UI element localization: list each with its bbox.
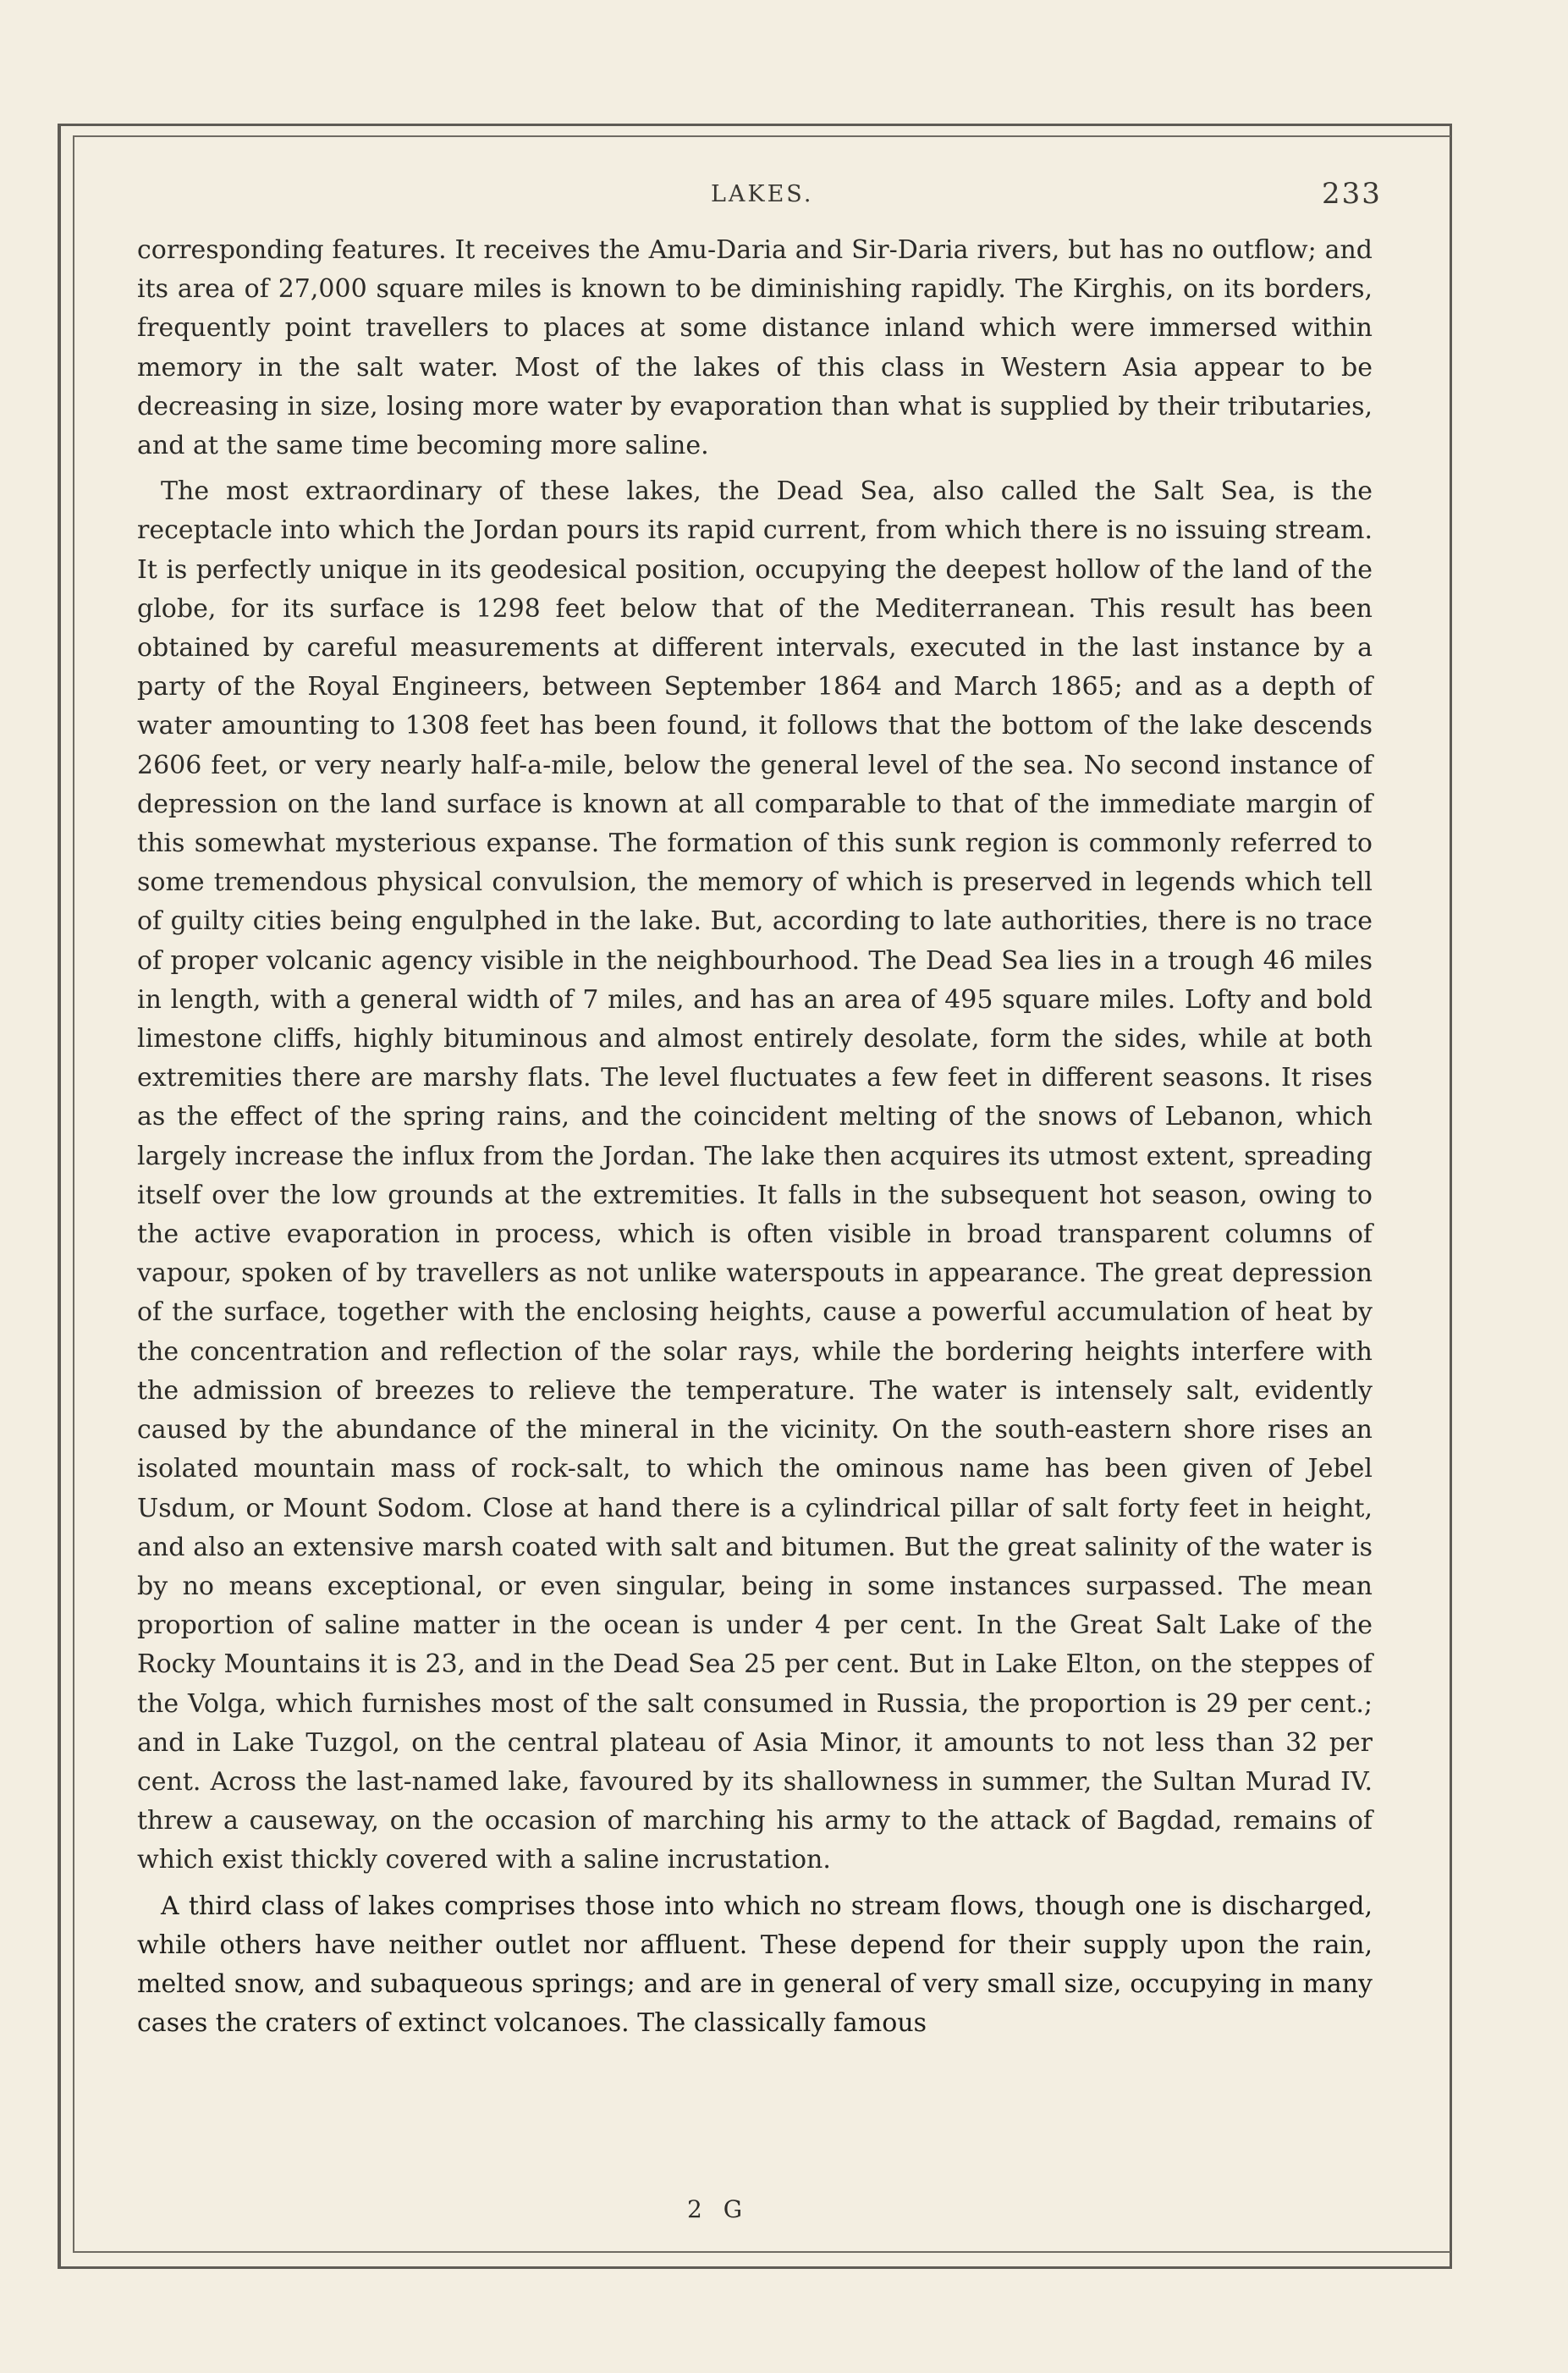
- signature-mark: 2 G: [687, 2195, 750, 2223]
- page-number: 233: [1322, 177, 1382, 211]
- body-text: [137, 231, 1373, 2050]
- inner-top-rule: [73, 135, 1450, 137]
- paragraph-dead-sea: The most extraordinary of these lakes, the Dead Sea, also called the Salt Sea, is the receptacle into which the Jordan pours its rapid current, from which there is no issuing stream. It is perfectly unique in its geodesical position, occupying the deepest hollow of the land of the globe, for its surface is 1298 feet below that of the Mediterranean. This result has been obtained by careful measurements at different intervals, executed in the last instance by a party of the Royal Engineers, between September 1864 and March 1865; and as a depth of water amounting to 1308 feet has been found, it follows that the bottom of the lake descends 2606 feet, or very nearly half-a-mile, below the general level of the sea. No second instance of depression on the land surface is known at all comparable to that of the immediate margin of this somewhat mysterious expanse. The formation of this sunk region is commonly referred to some tremendous physical convulsion, the memory of which is preserved in legends which tell of guilty cities being engulphed in the lake. But, according to late authorities, there is no trace of proper volcanic agency visible in the neighbourhood. The Dead Sea lies in a trough 46 miles in length, with a general width of 7 miles, and has an area of 495 square miles. Lofty and bold limestone cliffs, highly bituminous and almost entirely desolate, form the sides, while at both extremities there are marshy flats. The level fluctuates a few feet in different seasons. It rises as the effect of the spring rains, and the coincident melting of the snows of Lebanon, which largely increase the influx from the Jordan. The lake then acquires its utmost extent, spreading itself over the low grounds at the extremities. It falls in the subsequent hot season, owing to the active evaporation in process, which is often visible in broad transparent columns of vapour, spoken of by travellers as not unlike waterspouts in appearance. The great depression of the surface, together with the enclosing heights, cause a powerful accumulation of heat by the concentration and reflection of the solar rays, while the bordering heights interfere with the admission of breezes to relieve the temperature. The water is intensely salt, evidently caused by the abundance of the mineral in the vicinity. On the south-eastern shore rises an isolated mountain mass of rock-salt, to which the ominous name has been given of Jebel Usdum, or Mount Sodom. Close at hand there is a cylindrical pillar of salt forty feet in height, and also an extensive marsh coated with salt and bitumen. But the great salinity of the water is by no means exceptional, or even singular, being in some instances surpassed. The mean proportion of saline matter in the ocean is under 4 per cent. In the Great Salt Lake of the Rocky Mountains it is 23, and in the Dead Sea 25 per cent. But in Lake Elton, on the steppes of the Volga, which furnishes most of the salt consumed in Russia, the proportion is 29 per cent.; and in Lake Tuzgol, on the central plateau of Asia Minor, it amounts to not less than 32 per cent. Across the last-named lake, favoured by its shallowness in summer, the Sultan Murad IV. threw a causeway, on the occasion of marching his army to the attack of Bagdad, remains of which exist thickly covered with a saline incrustation.: [137, 476, 1373, 1875]
- running-head: [0, 177, 1568, 215]
- running-title: LAKES.: [711, 181, 814, 207]
- paragraph-third-class: A third class of lakes comprises those into which no stream flows, though one is discharged, while others have neither outlet nor affluent. These depend for their supply upon the rain, melted snow, and subaqueous springs; and are in general of very small size, occupying in many cases the craters of extinct volcanoes. The classically famous: [137, 1891, 1373, 2039]
- paragraph-continued: corresponding features. It receives the Amu-Daria and Sir-Daria rivers, but has no outflow; and its area of 27,000 square miles is known to be diminishing rapidly. The Kirghis, on its borders, frequently point travellers to places at some distance inland which were immersed within memory in the salt water. Most of the lakes of this class in Western Asia appear to be decreasing in size, losing more water by evaporation than what is supplied by their tributaries, and at the same time becoming more saline.: [137, 235, 1373, 461]
- inner-bottom-rule: [73, 2251, 1450, 2253]
- inner-left-rule: [73, 135, 74, 2251]
